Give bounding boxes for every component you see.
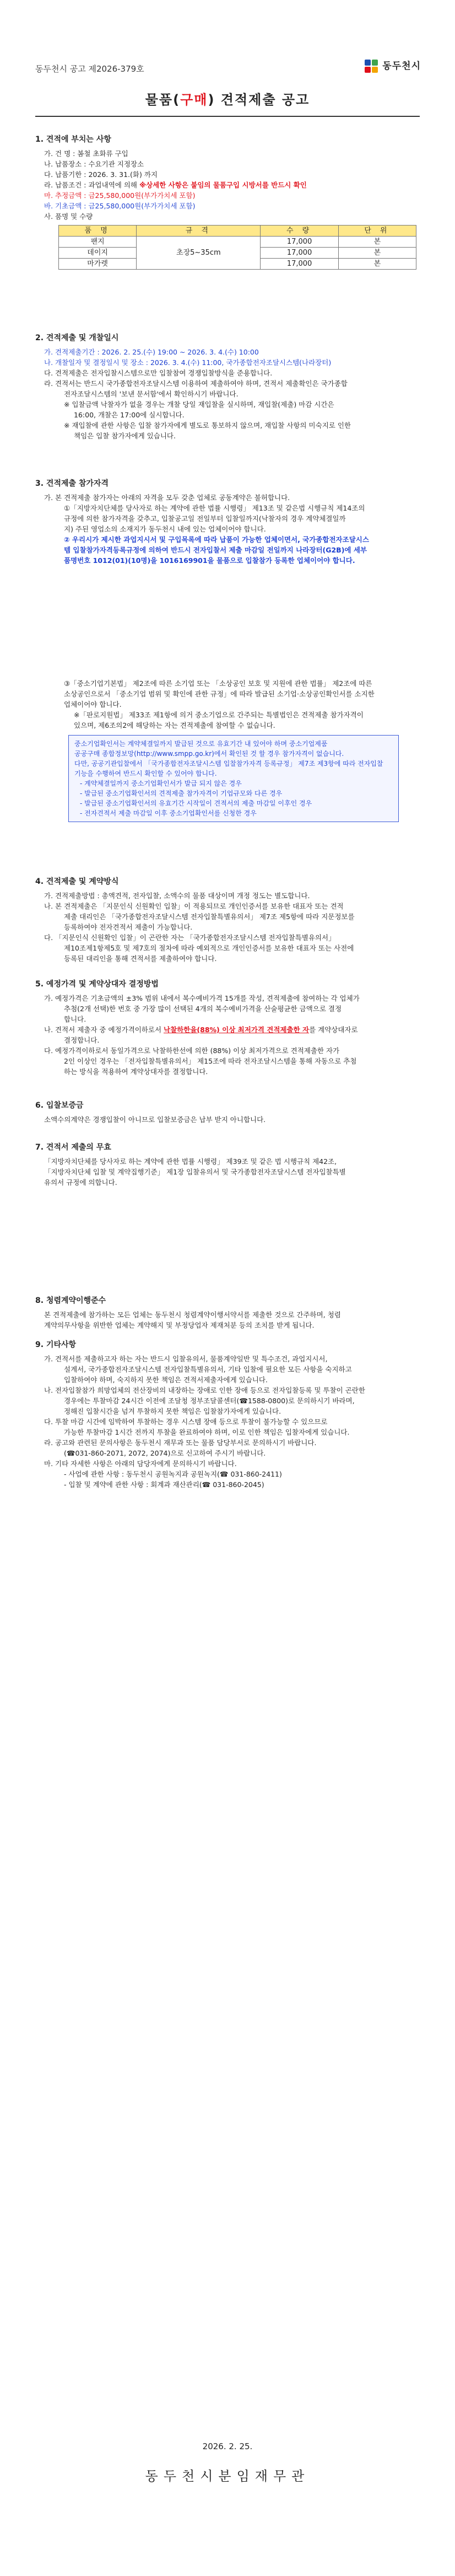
items-table: 품 명 규 격 수 량 단 위 팬지 초장5~35cm 17,000 본 데이지 17,000 본 마가렛 17,000 본 [58, 225, 416, 270]
city-logo [365, 60, 421, 73]
section-7: 7. 견적서 제출의 무효 「지방자치단체를 당사자로 하는 계약에 관한 법률 시행령」 제39조 및 같은 법 시행규칙 제42조, 「지방자치단체 입찰 및 계약집행기준」 제1장 입찰유의서 및 국가종합전자조달시스템 전자입찰특별 유의서 규정에 의합니다. [35, 1143, 346, 1187]
section-2: 2. 견적제출 및 개찰일시 가. 견적제출기간 : 2026. 2. 25.(수) 19:00 ~ 2026. 3. 4.(수) 10:00 나. 개찰일자 및 결정일시 및 장소 : 2026. 3. 4.(수) 11:00, 국가종합전자조달시스템(나라장터) 다. 견적제출은 전자입찰시스템으로만 입찰참여 경쟁입찰방식을 준용합니다. 라. 견적서는 반드시 국가종합전자조달시스템 이용하여 제출하여야 하며, 견적서 제출확인은 국가종합 전자조달시스템의 '보낸 문서함'에서 확인하시기 바랍니다. ※ 입찰금액 낙찰자가 없을 경우는 개찰 당일 재입찰을 실시하며, 재입찰(제출) 마감 시간은 16:00, 개찰은 17:00에 실시합니다. ※ 재입찰에 관한 사항은 입찰 참가자에게 별도로 통보하지 않으며, 재입찰 사항의 미숙지로 인한 책임은 입찰 참가자에게 있습니다. [35, 334, 351, 440]
announcement-date: 2026. 2. 25. [202, 2441, 253, 2451]
sme-notice-box: 중소기업확인서는 계약체결일까지 발급된 것으로 유효기간 내 있어야 하며 중소기업제품 공공구매 종합정보망(http://www.smpp.go.kr)에서 확인된 것 할 경우 참가자격이 없습니다. 다만, 공공기관입찰에서 「국가종합전자조달시스템 입찰참가자격 등록규정」 제7조 제3항에 따라 전자입찰 기능을 수행하여 반드시 확인할 수 있어야 합니다. - 계약체결일까지 중소기업확인서가 발급 되지 않은 경우 - 발급된 중소기업확인서의 견적제출 참가자격이 기업규모와 다른 경우 - 발급된 중소기업확인서의 유효기간 시작일이 견적서의 제출 마감일 이후인 경우 - 전자견적서 제출 마감일 이후 중소기업확인서를 신청한 경우 [68, 735, 399, 822]
table-row: 팬지 초장5~35cm 17,000 본 [59, 237, 416, 248]
city-logo-icon [365, 60, 379, 73]
issuing-organization: 동두천시분임재무관 [145, 2468, 310, 2484]
title-divider [35, 116, 420, 117]
section-9: 9. 기타사항 가. 견적서를 제출하고자 하는 자는 반드시 입찰유의서, 물품계약일반 및 특수조건, 과업지시서, 설계서, 국가종합전자조달시스템 전자입찰특별유의서, 기타 입찰에 필요한 모든 사항을 숙지하고 입찰하여야 하며, 숙지하지 못한 책임은 견적서제출자에게 있습니다. 나. 전자입찰참가 희망업체의 전산장비의 내장하는 장애로 인한 장애 등으로 전자입찰등록 및 투찰이 곤란한 경우에는 투찰마감 24시간 이전에 조달청 정부조달콜센터(☎1588-0800)로 문의하시기 바라며, 정해진 입찰시간을 넘겨 투찰하지 못한 책임은 입찰참가자에게 있습니다. 다. 투찰 마감 시간에 임박하여 투찰하는 경우 시스템 장애 등으로 투찰이 불가능할 수 있으므로 가능한 투찰마감 1시간 전까지 투찰을 완료하여야 하며, 이로 인한 책임은 입찰자에게 있습니다. 라. 공고와 관련된 문의사항은 동두천시 재무과 또는 물품 담당부서로 문의하시기 바랍니다. (☎031-860-2071, 2072, 2074)으로 신고하여 주시기 바랍니다. 마. 기타 자세한 사항은 아래의 담당자에게 문의하시기 바랍니다. - 사업에 관한 사항 : 동두천시 공원녹지과 공원녹지(☎ 031-860-2411) - 입찰 및 계약에 관한 사항 : 회계과 재산관리(☎ 031-860-2045) [35, 1340, 365, 1489]
section-3: 3. 견적제출 참가자격 가. 본 견적제출 참가자는 아래의 자격을 모두 갖춘 업체로 공동계약은 불허합니다. ①「지방자치단체를 당사자로 하는 계약에 관한 법률 시행령」 제13조 및 같은법 시행규칙 제14조의 규정에 의한 참가자격을 갖추고, 입찰공고일 전일부터 입찰일까지(낙찰자의 경우 계약체결일까 지) 주된 영업소의 소재지가 동두천시 내에 있는 업체이어야 합니다. ② 우리시가 제시한 과업지시서 및 구입목록에 따라 납품이 가능한 업체이면서, 국가종합전자조달시스 템 입찰참가자격등록규정에 의하여 반드시 전자입찰서 제출 마감일 전일까지 나라장터(G2B)에 세부 품명번호 1012(01)(10명)을 1016169901을 물품으로 입찰참가 등록한 업체이어야 합니다. [35, 479, 369, 565]
logo-text: 동두천시 [382, 60, 421, 72]
section-5: 5. 예정가격 및 계약상대자 결정방법 가. 예정가격은 기초금액의 ±3% 범위 내에서 복수예비가격 15개를 작성, 견적제출에 참여하는 각 업체가 추첨(2개 선택)한 번호 중 가장 많이 선택된 4개의 복수예비가격을 산술평균한 금액으로 결정 합니다. 나. 견적서 제출자 중 예정가격이하로서 낙찰하한율(88%) 이상 최저가격 견적제출한 자를 계약상대자로 결정합니다. 다. 예정가격이하로서 동일가격으로 낙찰하한선에 의한 (88%) 이상 최저가격으로 견적제출한 자가 2인 이상인 경우는 「전자입찰특별유의서」 제15조에 따라 전자조달시스템을 통해 자동으로 추첨 하는 방식을 적용하여 계약상대자를 결정합니다. [35, 980, 360, 1076]
page-title: 물품(구매) 견적제출 공고 [145, 92, 310, 108]
table-row: 데이지 17,000 본 [59, 248, 416, 259]
section-1: 1. 견적에 부치는 사항 가. 건 명 : 봄철 초화류 구입 나. 납품장소 : 수요기관 지정장소 다. 납품기한 : 2026. 3. 31.(화) 까지 라. 납품조건 : 과업내역에 의해 ※상세한 사항은 붙임의 물품구입 시방서를 반드시 확인 마. 추정금액 : 금25,580,000원(부가가치세 포함) 바. 기초금액 : 금25,580,000원(부가가치세 포함) 사. 품명 및 수량 품 명 규 격 수 량 단 위 팬지 초장5~35cm 17,000 본 데이지 17,000 본 마가렛 17,000 본 [35, 135, 421, 270]
header [35, 60, 421, 82]
section-8: 8. 청렴계약이행준수 본 견적제출에 참가하는 모든 업체는 동두천시 청렴계약이행서약서를 제출한 것으로 간주하며, 청렴 계약의무사항을 위반한 업체는 계약해지 및 부정당업자 제재처분 등의 조치를 받게 됩니다. [35, 1296, 341, 1329]
table-row: 마가렛 17,000 본 [59, 259, 416, 270]
section-6: 6. 입찰보증금 소액수의계약은 경쟁입찰이 아니므로 입찰보증금은 납부 받지 아니합니다. [35, 1101, 266, 1124]
section-4: 4. 견적제출 및 계약방식 가. 견적제출방법 : 총액견적, 전자입찰, 소액수의 물품 대상이며 개정 정도는 별도합니다. 나. 본 견적제출은 「지문인식 신원확인 입찰」이 적용되므로 개인인증서를 보유한 대표자 또는 견적 제출 대리인은 「국가종합전자조달시스템 전자입찰특별유의서」 제7조 제5항에 따라 지문정보를 등록하여야 전자견적서 제출이 가능합니다. 다. 「지문인식 신원확인 입찰」이 곤란한 자는 「국가종합전자조달시스템 전자입찰특별유의서」 제10조제1항제5호 및 제7호의 절차에 따라 예외적으로 개인인증서를 보유한 대표자 또는 사전에 등록된 대리인을 통해 견적서를 제출하여야 합니다. [35, 877, 355, 963]
doc-number: 동두천시 공고 제2026-379호 [35, 64, 144, 74]
section-3-continued: ③「중소기업기본법」 제2조에 따른 소기업 또는 「소상공인 보호 및 지원에 관한 법률」 제2조에 따른 소상공인으로서 「중소기업 범위 및 확인에 관한 규정」에 따라 발급된 소기업·소상공인확인서를 소지한 업체이어야 합니다. ※「판로지원법」 제33조 제1항에 의거 중소기업으로 간주되는 특별법인은 견적제출 참가자격이 있으며, 제6조의2에 해당하는 자는 견적제출에 참여할 수 없습니다. 중소기업확인서는 계약체결일까지 발급된 것으로 유효기간 내 있어야 하며 중소기업제품 공공구매 종합정보망(http://www.smpp.go.kr)에서 확인된 것 할 경우 참가자격이 없습니다. 다만, 공공기관입찰에서 「국가종합전자조달시스템 입찰참가자격 등록규정」 제7조 제3항에 따라 전자입찰 기능을 수행하여 반드시 확인할 수 있어야 합니다. - 계약체결일까지 중소기업확인서가 발급 되지 않은 경우 - 발급된 중소기업확인서의 견적제출 참가자격이 기업규모와 다른 경우 - 발급된 중소기업확인서의 유효기간 시작일이 견적서의 제출 마감일 이후인 경우 - 전자견적서 제출 마감일 이후 중소기업확인서를 신청한 경우 [35, 678, 421, 822]
